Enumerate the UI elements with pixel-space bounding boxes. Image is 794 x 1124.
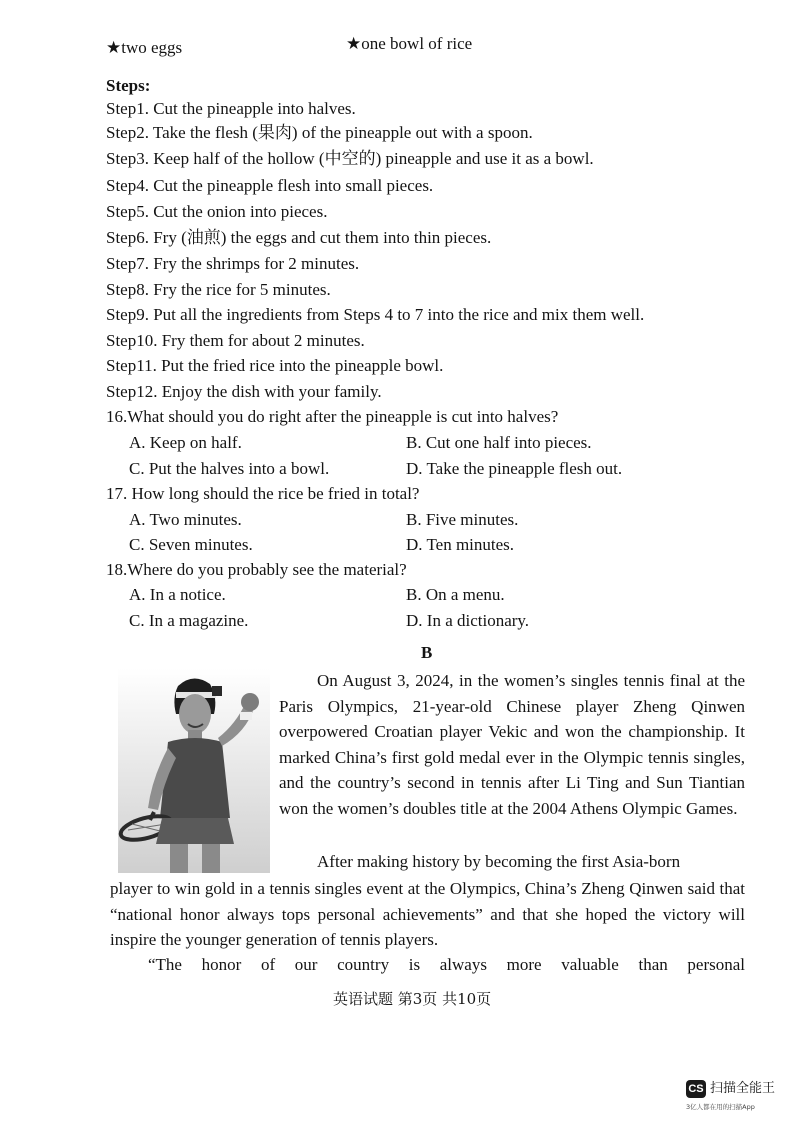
step-7: Step7. Fry the shrimps for 2 minutes. (106, 254, 360, 273)
question-16-option-b: B. Cut one half into pieces. (406, 433, 592, 452)
step-5: Step5. Cut the onion into pieces. (106, 202, 328, 221)
question-17-option-c: C. Seven minutes. (129, 535, 253, 554)
scanner-tagline: 3亿人都在用的扫描App (686, 1103, 755, 1111)
ingredient-eggs: ★two eggs (106, 38, 183, 57)
passage-paragraph-1: On August 3, 2024, in the women’s singles tennis final at the Paris Olympics, 21-year-old Chinese player Zheng Qinwen overpowered Croatian player Vekic and won the championship. It marked China’s first gold medal ever in the Olympic tennis singles, and the country’s second in tennis after Li Ting and Sun Tiantian won the women’s doubles title at the 2004 Athens Olympic Games. (279, 671, 745, 818)
ingredient-rice: ★one bowl of rice (346, 34, 473, 53)
step-2: Step2. Take the flesh (果肉) of the pineapple out with a spoon. (106, 123, 533, 142)
question-16-option-a: A. Keep on half. (129, 433, 242, 452)
step-3: Step3. Keep half of the hollow (中空的) pineapple and use it as a bowl. (106, 149, 594, 168)
question-18-option-d: D. In a dictionary. (406, 611, 530, 630)
question-16-option-c: C. Put the halves into a bowl. (129, 459, 330, 478)
step-6: Step6. Fry (油煎) the eggs and cut them into thin pieces. (106, 228, 492, 247)
page-footer: 英语试题 第3页 共10页 (333, 990, 492, 1008)
question-16-stem: 16.What should you do right after the pineapple is cut into halves? (106, 407, 559, 426)
question-18-stem: 18.Where do you probably see the material? (106, 560, 407, 579)
question-17-stem: 17. How long should the rice be fried in total? (106, 484, 420, 503)
scanner-app-name: 扫描全能王 (710, 1081, 776, 1096)
question-17-option-d: D. Ten minutes. (406, 535, 515, 554)
steps-heading: Steps: (106, 76, 151, 95)
question-18-option-a: A. In a notice. (129, 585, 226, 604)
tennis-player-photo (118, 668, 270, 873)
passage-paragraph-2-rest: player to win gold in a tennis singles event at the Olympics, China’s Zheng Qinwen said that “national honor always tops personal achievements” and that she hoped the victory will inspire the younger generation of tennis players. (110, 879, 745, 950)
section-label: B (421, 643, 433, 662)
step-8: Step8. Fry the rice for 5 minutes. (106, 280, 331, 299)
question-17-option-b: B. Five minutes. (406, 510, 519, 529)
step-10: Step10. Fry them for about 2 minutes. (106, 331, 365, 350)
step-9: Step9. Put all the ingredients from Steps 4 to 7 into the rice and mix them well. (106, 305, 645, 324)
question-18-option-c: C. In a magazine. (129, 611, 249, 630)
question-16-option-d: D. Take the pineapple flesh out. (406, 459, 623, 478)
passage-paragraph-3: “The honor of our country is always more valuable than personal (148, 955, 745, 974)
scanner-logo-icon: CS (686, 1080, 706, 1098)
question-17-option-a: A. Two minutes. (129, 510, 242, 529)
step-1: Step1. Cut the pineapple into halves. (106, 99, 356, 118)
step-11: Step11. Put the fried rice into the pineapple bowl. (106, 356, 444, 375)
question-18-option-b: B. On a menu. (406, 585, 505, 604)
passage-paragraph-2-start: After making history by becoming the first Asia-born (317, 852, 681, 871)
step-4: Step4. Cut the pineapple flesh into small pieces. (106, 176, 434, 195)
step-12: Step12. Enjoy the dish with your family. (106, 382, 382, 401)
